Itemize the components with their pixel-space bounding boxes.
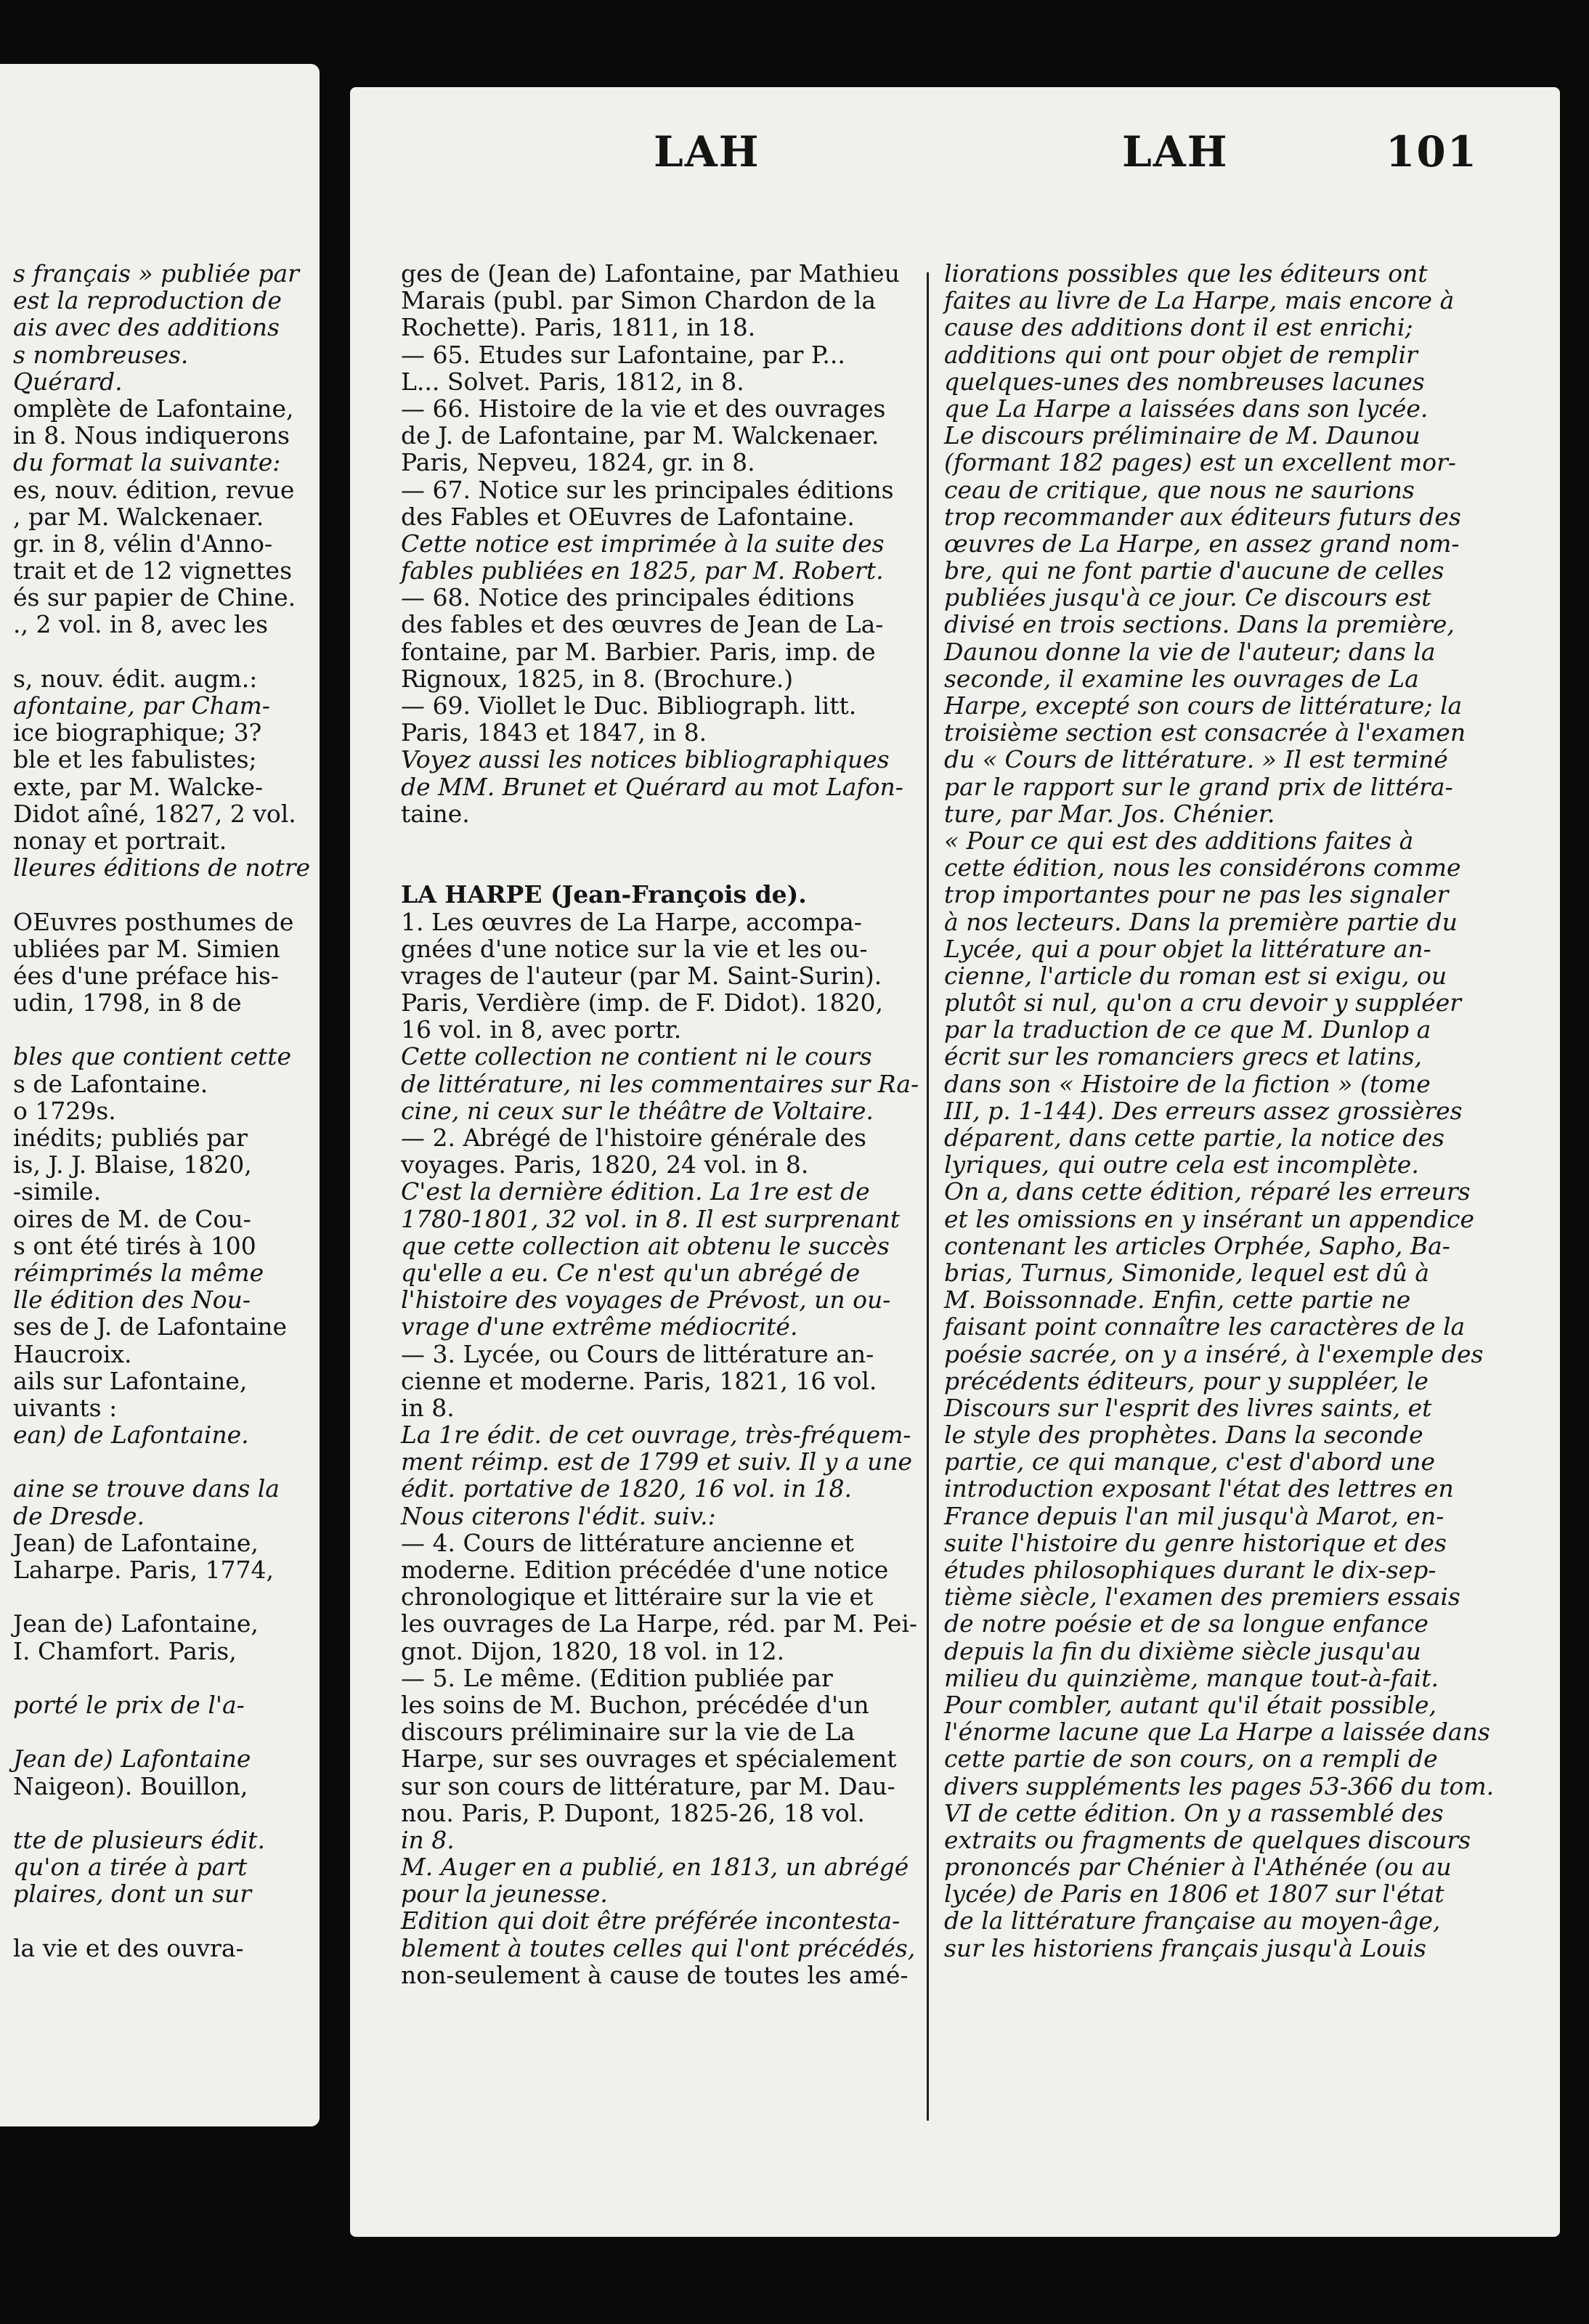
text-line: chronologique et littéraire sur la vie et: [401, 1582, 874, 1612]
text-line: brias, Turnus, Simonide, lequel est dû à: [944, 1258, 1430, 1287]
text-line: 1780-1801, 32 vol. in 8. Il est surprenant: [401, 1204, 901, 1233]
text-line: contenant les articles Orphée, Sapho, Ba-: [944, 1231, 1450, 1260]
text-line: introduction exposant l'état des lettres en: [944, 1474, 1454, 1503]
text-line: in 8. Nous indiquerons: [13, 421, 290, 450]
text-line: ture, par Mar. Jos. Chénier.: [944, 799, 1275, 828]
text-line: III, p. 1-144). Des erreurs assez grossières: [944, 1096, 1463, 1125]
text-line: de littérature, ni les commentaires sur Ra-: [401, 1069, 919, 1098]
text-line: ., 2 vol. in 8, avec les: [13, 610, 269, 639]
text-line: des Fables et OEuvres de Lafontaine.: [401, 502, 855, 531]
text-line: seconde, il examine les ouvrages de La: [944, 664, 1419, 693]
text-line: Pour combler, autant qu'il était possible,: [944, 1690, 1437, 1719]
text-line: de MM. Brunet et Quérard au mot Lafon-: [401, 772, 903, 801]
text-line: écrit sur les romanciers grecs et latins,: [944, 1042, 1423, 1071]
text-line: OEuvres posthumes de: [13, 907, 294, 936]
text-line: œuvres de La Harpe, en assez grand nom-: [944, 529, 1460, 558]
text-line: discours préliminaire sur la vie de La: [401, 1718, 856, 1747]
text-line: cienne et moderne. Paris, 1821, 16 vol.: [401, 1366, 877, 1395]
text-line: de J. de Lafontaine, par M. Walckenaer.: [401, 421, 879, 450]
text-line: par le rapport sur le grand prix de littéra-: [944, 772, 1453, 801]
text-line: — 68. Notice des principales éditions: [401, 583, 855, 612]
text-line: ées d'une préface his-: [13, 961, 279, 990]
text-line: plaires, dont un sur: [13, 1880, 252, 1909]
text-line: gnées d'une notice sur la vie et les ou-: [401, 934, 868, 963]
text-line: la vie et des ouvra-: [13, 1933, 244, 1962]
text-line: s français » publiée par: [13, 259, 299, 288]
text-line: Lycée, qui a pour objet la littérature an-: [944, 934, 1431, 963]
text-line: nou. Paris, P. Dupont, 1825-26, 18 vol.: [401, 1798, 865, 1827]
text-line: in 8.: [401, 1393, 455, 1422]
text-line: l'énorme lacune que La Harpe a laissée dans: [944, 1718, 1490, 1747]
text-line: ais avec des additions: [13, 313, 280, 342]
text-line: Edition qui doit être préférée incontesta-: [401, 1906, 901, 1935]
text-line: lycée) de Paris en 1806 et 1807 sur l'état: [944, 1880, 1444, 1909]
text-line: I. Chamfort. Paris,: [13, 1636, 237, 1665]
text-line: voyages. Paris, 1820, 24 vol. in 8.: [401, 1150, 809, 1179]
text-line: Harpe, excepté son cours de littérature; la: [944, 691, 1463, 720]
text-line: blement à toutes celles qui l'ont précédés,: [401, 1933, 916, 1962]
text-line: par la traduction de ce que M. Dunlop a: [944, 1015, 1431, 1044]
text-line: Daunou donne la vie de l'auteur; dans la: [944, 637, 1436, 666]
text-line: o 1729s.: [13, 1096, 116, 1125]
text-line: (formant 182 pages) est un excellent mor-: [944, 448, 1457, 477]
text-line: is, J. J. Blaise, 1820,: [13, 1150, 252, 1179]
text-line: M. Auger en a publié, en 1813, un abrégé: [401, 1853, 909, 1882]
text-line: és sur papier de Chine.: [13, 583, 296, 612]
text-line: lyriques, qui outre cela est incomplète.: [944, 1150, 1419, 1179]
text-line: faisant point connaître les caractères de la: [944, 1312, 1466, 1341]
text-line: — 3. Lycée, ou Cours de littérature an-: [401, 1339, 874, 1368]
text-line: Jean) de Lafontaine,: [13, 1528, 259, 1557]
text-line: — 67. Notice sur les principales éditions: [401, 475, 894, 504]
text-line: précédents éditeurs, pour y suppléer, le: [944, 1366, 1429, 1395]
text-line: les ouvrages de La Harpe, réd. par M. Pei-: [401, 1609, 918, 1638]
text-line: ges de (Jean de) Lafontaine, par Mathieu: [401, 259, 900, 288]
text-line: cause des additions dont il est enrichi;: [944, 313, 1413, 342]
text-line: Marais (publ. par Simon Chardon de la: [401, 286, 876, 315]
text-line: sur les historiens français jusqu'à Louis: [944, 1933, 1426, 1962]
text-line: que La Harpe a laissées dans son lycée.: [944, 394, 1429, 423]
text-line: ses de J. de Lafontaine: [13, 1312, 288, 1341]
text-line: es, nouv. édition, revue: [13, 475, 295, 504]
text-line: L... Solvet. Paris, 1812, in 8.: [401, 367, 744, 396]
text-line: cine, ni ceux sur le théâtre de Voltaire.: [401, 1096, 874, 1125]
text-line: ice biographique; 3?: [13, 718, 262, 747]
text-line: Harpe, sur ses ouvrages et spécialement: [401, 1744, 897, 1774]
text-line: s nombreuses.: [13, 340, 189, 369]
text-line: cette partie de son cours, on a rempli de: [944, 1744, 1438, 1774]
text-line: « Pour ce qui est des additions faites à: [944, 826, 1414, 855]
text-line: 16 vol. in 8, avec portr.: [401, 1015, 682, 1044]
running-header-center: LAH: [1122, 127, 1229, 176]
text-line: moderne. Edition précédée d'une notice: [401, 1556, 889, 1584]
text-line: à nos lecteurs. Dans la première partie du: [944, 907, 1458, 936]
text-line: Naigeon). Bouillon,: [13, 1771, 248, 1800]
text-line: inédits; publiés par: [13, 1124, 248, 1152]
text-line: Jean de) Lafontaine,: [13, 1609, 259, 1638]
text-line: vrages de l'auteur (par M. Saint-Surin).: [401, 961, 882, 990]
text-line: faites au livre de La Harpe, mais encore à: [944, 286, 1455, 315]
text-line: Laharpe. Paris, 1774,: [13, 1556, 275, 1584]
text-line: Haucroix.: [13, 1339, 132, 1368]
text-line: du « Cours de littérature. » Il est terminé: [944, 745, 1448, 774]
text-line: Jean de) Lafontaine: [13, 1744, 251, 1774]
text-line: Didot aîné, 1827, 2 vol.: [13, 799, 296, 828]
text-line: non-seulement à cause de toutes les amé-: [401, 1960, 909, 1989]
text-line: Rochette). Paris, 1811, in 18.: [401, 313, 756, 342]
text-line: partie, ce qui manque, c'est d'abord une: [944, 1447, 1435, 1476]
text-line: ceau de critique, que nous ne saurions: [944, 475, 1415, 504]
text-line: nonay et portrait.: [13, 826, 227, 855]
text-line: pour la jeunesse.: [401, 1880, 608, 1909]
text-line: bles que contient cette: [13, 1042, 292, 1071]
text-line: [13, 1448, 289, 1475]
text-line: oires de M. de Cou-: [13, 1204, 251, 1233]
text-line: On a, dans cette édition, réparé les erreurs: [944, 1177, 1471, 1206]
text-line: France depuis l'an mil jusqu'à Marot, en-: [944, 1501, 1444, 1530]
text-line: ean) de Lafontaine.: [13, 1421, 249, 1450]
text-line: Cette notice est imprimée à la suite des: [401, 529, 885, 558]
text-line: s, nouv. édit. augm.:: [13, 664, 258, 693]
text-line: LA HARPE (Jean-François de).: [401, 880, 807, 909]
text-line: trait et de 12 vignettes: [13, 556, 293, 585]
text-line: divers suppléments les pages 53-366 du tom.: [944, 1771, 1495, 1800]
text-line: Rignoux, 1825, in 8. (Brochure.): [401, 664, 794, 693]
text-line: bre, qui ne font partie d'aucune de celles: [944, 556, 1444, 585]
text-line: qu'elle a eu. Ce n'est qu'un abrégé de: [401, 1258, 861, 1287]
text-line: depuis la fin du dixième siècle jusqu'au: [944, 1636, 1421, 1665]
text-line: Paris, Verdière (imp. de F. Didot). 1820,: [401, 988, 884, 1017]
text-line: ubliées par M. Simien: [13, 934, 280, 963]
text-line: sur son cours de littérature, par M. Dau-: [401, 1771, 895, 1800]
text-line: qu'on a tirée à part: [13, 1853, 248, 1882]
text-line: cienne, l'article du roman est si exigu, ou: [944, 961, 1447, 990]
text-line: [13, 1718, 289, 1745]
text-line: — 66. Histoire de la vie et des ouvrages: [401, 394, 886, 423]
text-line: exte, par M. Walcke-: [13, 772, 264, 801]
text-line: Paris, 1843 et 1847, in 8.: [401, 718, 707, 747]
text-line: Nous citerons l'édit. suiv.:: [401, 1501, 716, 1530]
text-line: réimprimés la même: [13, 1258, 264, 1287]
text-line: tte de plusieurs édit.: [13, 1825, 266, 1854]
text-line: M. Boissonnade. Enfin, cette partie ne: [944, 1285, 1411, 1315]
text-line: s de Lafontaine.: [13, 1069, 208, 1098]
text-line: édit. portative de 1820, 16 vol. in 18.: [401, 1474, 853, 1503]
text-line: plutôt si nul, qu'on a cru devoir y suppléer: [944, 988, 1461, 1017]
text-line: lleures éditions de notre: [13, 853, 311, 882]
text-line: et les omissions en y insérant un appendice: [944, 1204, 1474, 1233]
text-line: — 69. Viollet le Duc. Bibliograph. litt.: [401, 691, 857, 720]
text-line: fontaine, par M. Barbier. Paris, imp. de: [401, 637, 876, 666]
text-line: de notre poésie et de sa longue enfance: [944, 1609, 1429, 1638]
text-line: trop recommander aux éditeurs futurs des: [944, 502, 1461, 531]
text-line: omplète de Lafontaine,: [13, 394, 294, 423]
text-line: [13, 1907, 289, 1934]
text-line: additions qui ont pour objet de remplir: [944, 340, 1418, 369]
text-line: Quérard.: [13, 367, 123, 396]
text-line: — 4. Cours de littérature ancienne et: [401, 1528, 854, 1557]
text-line: , par M. Walckenaer.: [13, 502, 264, 531]
text-line: les soins de M. Buchon, précédée d'un: [401, 1690, 869, 1719]
text-line: études philosophiques durant le dix-sep-: [944, 1556, 1436, 1584]
text-line: -simile.: [13, 1177, 102, 1206]
text-line: VI de cette édition. On y a rassemblé des: [944, 1798, 1444, 1827]
text-line: le style des prophètes. Dans la seconde: [944, 1421, 1423, 1450]
text-line: [13, 1016, 289, 1043]
text-line: cette édition, nous les considérons comme: [944, 853, 1461, 882]
text-line: in 8.: [401, 1825, 455, 1854]
text-line: prononcés par Chénier à l'Athénée (ou au: [944, 1853, 1452, 1882]
text-line: porté le prix de l'a-: [13, 1690, 245, 1719]
text-line: que cette collection ait obtenu le succès: [401, 1231, 890, 1260]
text-line: [13, 638, 289, 665]
page-number: 101: [1386, 127, 1479, 176]
text-line: taine.: [401, 799, 470, 828]
text-line: suite l'histoire du genre historique et des: [944, 1528, 1447, 1557]
text-line: [401, 854, 917, 881]
text-line: [401, 827, 917, 854]
text-line: [13, 881, 289, 908]
text-line: — 5. Le même. (Edition publiée par: [401, 1663, 833, 1692]
text-line: — 65. Etudes sur Lafontaine, par P...: [401, 340, 845, 369]
text-line: vrage d'une extrême médiocrité.: [401, 1312, 798, 1341]
text-line: de Dresde.: [13, 1501, 145, 1530]
text-line: — 2. Abrégé de l'histoire générale des: [401, 1124, 866, 1152]
text-line: afontaine, par Cham-: [13, 691, 270, 720]
text-line: Voyez aussi les notices bibliographiques: [401, 745, 890, 774]
running-header-left: LAH: [654, 127, 760, 176]
text-line: Le discours préliminaire de M. Daunou: [944, 421, 1421, 450]
text-line: quelques-unes des nombreuses lacunes: [944, 367, 1425, 396]
text-line: divisé en trois sections. Dans la première,: [944, 610, 1455, 639]
text-line: l'histoire des voyages de Prévost, un ou-: [401, 1285, 891, 1315]
text-line: publiées jusqu'à ce jour. Ce discours est: [944, 583, 1431, 612]
text-line: ble et les fabulistes;: [13, 745, 257, 774]
text-line: aine se trouve dans la: [13, 1474, 280, 1503]
text-line: [13, 1800, 289, 1827]
text-line: extraits ou fragments de quelques discours: [944, 1825, 1471, 1854]
text-line: Cette collection ne contient ni le cours: [401, 1042, 872, 1071]
text-line: La 1re édit. de cet ouvrage, très-fréquem-: [401, 1421, 911, 1450]
column-divider: [927, 272, 929, 2121]
left-page-column: [13, 259, 311, 1962]
text-line: liorations possibles que les éditeurs ont: [944, 259, 1428, 288]
text-line: uivants :: [13, 1393, 118, 1422]
text-line: [13, 1583, 289, 1610]
text-line: milieu du quinzième, manque tout-à-fait.: [944, 1663, 1439, 1692]
text-line: 1. Les œuvres de La Harpe, accompa-: [401, 907, 862, 936]
text-line: de la littérature française au moyen-âge,: [944, 1906, 1441, 1935]
text-line: gr. in 8, vélin d'Anno-: [13, 529, 273, 558]
text-line: des fables et des œuvres de Jean de La-: [401, 610, 884, 639]
text-line: [13, 1665, 289, 1691]
right-column: [944, 259, 1495, 1962]
text-line: gnot. Dijon, 1820, 18 vol. in 12.: [401, 1636, 785, 1665]
text-line: C'est la dernière édition. La 1re est de: [401, 1177, 870, 1206]
middle-column: [401, 260, 917, 1988]
text-line: poésie sacrée, on y a inséré, à l'exemple des: [944, 1339, 1484, 1368]
text-line: udin, 1798, in 8 de: [13, 988, 242, 1017]
text-line: déparent, dans cette partie, la notice des: [944, 1124, 1444, 1152]
text-line: ails sur Lafontaine,: [13, 1366, 248, 1395]
text-line: trop importantes pour ne pas les signaler: [944, 880, 1449, 909]
text-line: dans son « Histoire de la fiction » (tome: [944, 1069, 1431, 1098]
text-line: s ont été tirés à 100: [13, 1231, 256, 1260]
text-line: ment réimp. est de 1799 et suiv. Il y a une: [401, 1447, 913, 1476]
text-line: est la reproduction de: [13, 286, 282, 315]
text-line: du format la suivante:: [13, 448, 281, 477]
text-line: Discours sur l'esprit des livres saints, et: [944, 1393, 1432, 1422]
text-line: tième siècle, l'examen des premiers essais: [944, 1582, 1460, 1612]
text-line: troisième section est consacrée à l'examen: [944, 718, 1466, 747]
text-line: lle édition des Nou-: [13, 1285, 251, 1315]
text-line: fables publiées en 1825, par M. Robert.: [401, 556, 884, 585]
text-line: Paris, Nepveu, 1824, gr. in 8.: [401, 448, 755, 477]
